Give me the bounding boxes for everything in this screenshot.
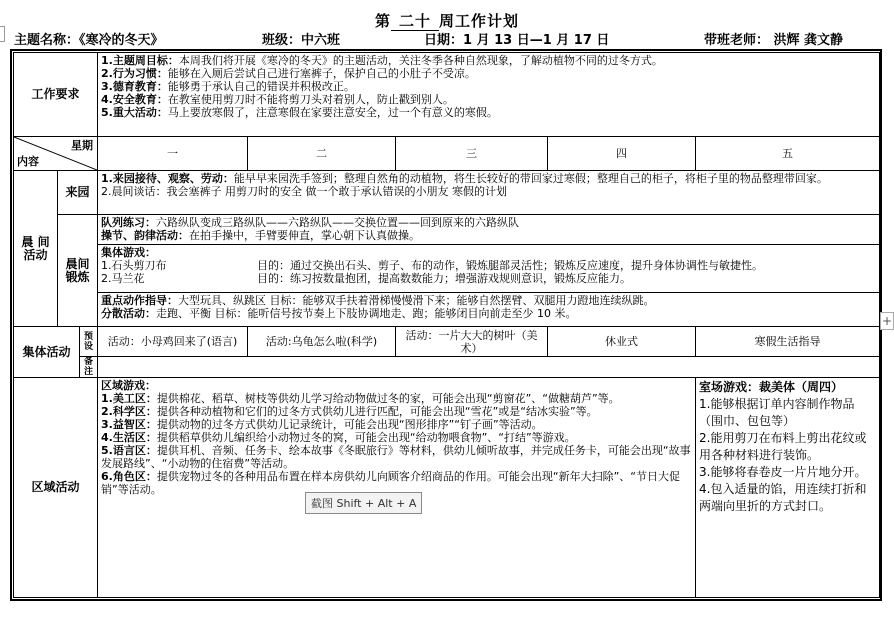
day-header-row bbox=[14, 137, 880, 171]
theme-name: 主题名称：《寒冷的冬天》 bbox=[14, 33, 164, 48]
area-item: 5.语言区：提供耳机、音频、任务卡、绘本故事《冬眠旅行》等材料，供幼儿倾听故事，并完成任务卡，可能会出现“故事发展路线”、“小动物的住宿费”等活动。 bbox=[101, 444, 691, 470]
activity-day-3: 活动：一片大大的树叶（美术） bbox=[396, 327, 548, 357]
room-games-content: 室场游戏：裁美体（周四） 1.能够根据订单内容制作物品（围巾、包包等） 2.能用剪刀在布料上剪出花纹或用各种材料进行装饰。 3.能够将春卷皮一片片地分开。 4.包入适量的馅，用连续打折和两端向里折的方式封口。 bbox=[696, 378, 880, 598]
regional-split-row bbox=[14, 293, 880, 327]
note-row bbox=[14, 357, 880, 378]
room-item: 2.能用剪刀在布料上剪出花纹或用各种材料进行装饰。 bbox=[699, 431, 867, 462]
area-activity-label: 区域活动 bbox=[14, 378, 98, 598]
day-1: 一 bbox=[98, 137, 248, 171]
activity-day-2: 活动:乌龟怎么啦(科学) bbox=[248, 327, 396, 357]
requirement-item: 3.德育教育：能够勇于承认自己的错误并积极改正。 bbox=[101, 80, 355, 93]
work-requirements-content bbox=[98, 53, 880, 137]
requirement-item: 4.安全教育：在教室使用剪刀时不能将剪刀头对着别人，防止戳到别人。 bbox=[101, 93, 454, 106]
header-meta bbox=[14, 29, 884, 47]
teachers: 带班老师： 洪辉 龚文静 bbox=[704, 33, 844, 48]
area-item: 3.益智区：提供动物的过冬方式供幼儿记录统计，可能会出现“图形排序”“钉子画”等活动。 bbox=[101, 418, 543, 431]
group-games-content: 集体游戏： 1.石头剪刀布 目的：通过交换出石头、剪子、布的动作，锻炼腿部灵活性；锻炼反应速度，提升身体协调性与敏捷性。 2.马兰花 目的：练习按数量抱团，提高数数能力；增强游戏规则意识，锻炼反应能力。 bbox=[98, 245, 880, 293]
page-title: 第 二十 周工作计划 bbox=[374, 12, 520, 30]
regional-split-content: 重点动作指导：大型玩具、纵跳区 目标：能够双手扶着滑梯慢慢滑下来；能够自然摆臂、双腿用力蹬地连续纵跳。 分散活动：走跑、平衡 目标：能听信号按节奏上下肢协调地走、跑；能够闭目向前走至少 10 米。 bbox=[98, 293, 880, 327]
morning-arrival-row bbox=[14, 171, 880, 215]
requirement-item: 5.重大活动：马上要放寒假了，注意寒假在家要注意安全，过一个有意义的寒假。 bbox=[101, 106, 498, 119]
game-item: 1.石头剪刀布 目的：通过交换出石头、剪子、布的动作，锻炼腿部灵活性；锻炼反应速度，提升身体协调性与敏捷性。 bbox=[101, 259, 764, 272]
week-content-corner bbox=[14, 137, 98, 171]
activity-day-5: 寒假生活指导 bbox=[696, 327, 880, 357]
area-item: 1.美工区：提供棉花、稻草、树枝等供幼儿学习给动物做过冬的家，可能会出现“剪窗花”、“做糖葫芦”等。 bbox=[101, 392, 620, 405]
requirement-item: 1.主题周目标：本周我们将开展《寒冷的冬天》的主题活动，关注冬季各种自然现象，了解动植物不同的过冬方式。 bbox=[101, 54, 663, 67]
exercise-queue-row bbox=[14, 215, 880, 245]
room-item: 4.包入适量的馅，用连续打折和两端向里折的方式封口。 bbox=[699, 482, 867, 513]
area-games-content: 区域游戏： 1.美工区：提供棉花、稻草、树枝等供幼儿学习给动物做过冬的家，可能会出现“剪窗花”、“做糖葫芦”等。 2.科学区：提供各种动植物和它们的过冬方式供幼儿进行匹配，可能会出现“雪花”或是“结冰实验”等。 3.益智区：提供动物的过冬方式供幼儿记录统计，可能会出现“图形排序”“钉子画”等活动。 4.生活区：提供稻草供幼儿编织给小动物过冬的窝，可能会出现“给动物喂食物”、“打结”等游戏。 5.语言区：提供耳机、音频、任务卡、绘本故事《冬眠旅行》等材料，供幼儿倾听故事，并完成任务卡，可能会出现“故事发展路线”、“小动物的住宿费”等活动。 6.角色区：提供宠物过冬的各种用品布置在样本房供幼儿向顾客介绍商品的作用。可能会出现“新年大扫除”、“节日大促销”等活动。 bbox=[98, 378, 696, 598]
weekly-plan-table bbox=[13, 52, 880, 598]
day-2: 二 bbox=[248, 137, 396, 171]
preset-label: 预设 bbox=[80, 327, 98, 357]
arrival-content: 1.来园接待、观察、劳动：能早早来园洗手签到；整理自然角的动植物，将生长较好的带回家过寒假；整理自己的柜子，将柜子里的物品整理带回家。 2.晨间谈话：我会塞裤子 用剪刀时的安全 做一个敢于承认错误的小朋友 寒假的计划 bbox=[98, 171, 880, 215]
game-item: 2.马兰花 目的：练习按数量抱团，提高数数能力；增强游戏规则意识，锻炼反应能力。 bbox=[101, 272, 632, 285]
area-item: 2.科学区：提供各种动植物和它们的过冬方式供幼儿进行匹配，可能会出现“雪花”或是“结冰实验”等。 bbox=[101, 405, 598, 418]
area-item: 6.角色区：提供宠物过冬的各种用品布置在样本房供幼儿向顾客介绍商品的作用。可能会出现“新年大扫除”、“节日大促销”等活动。 bbox=[101, 470, 680, 496]
activity-day-1: 活动：小母鸡回来了(语言) bbox=[98, 327, 248, 357]
requirement-item: 2.行为习惯：能够在入厕后尝试自己进行塞裤子，保护自己的小肚子不受凉。 bbox=[101, 67, 476, 80]
week-label: 星期 bbox=[71, 139, 94, 152]
day-5: 五 bbox=[696, 137, 880, 171]
group-activity-label: 集体活动 bbox=[14, 327, 80, 378]
class-name: 班级：中六班 bbox=[262, 33, 341, 48]
date-range: 日期：1 月 13 日—1 月 17 日 bbox=[424, 33, 610, 48]
morning-activity-label: 晨 间 活动 bbox=[14, 171, 58, 327]
note-label: 备注 bbox=[80, 357, 98, 378]
area-item: 4.生活区：提供稻草供幼儿编织给小动物过冬的窝，可能会出现“给动物喂食物”、“打结”等游戏。 bbox=[101, 431, 576, 444]
work-requirements-row bbox=[14, 53, 880, 137]
group-games-row bbox=[14, 245, 880, 293]
week-number: 二十 bbox=[391, 12, 439, 31]
queue-gym-content: 队列练习：六路纵队变成三路纵队——六路纵队——交换位置——回到原来的六路纵队 操节、韵律活动：在拍手操中，手臂要伸直，掌心朝下认真做操。 bbox=[98, 215, 880, 245]
activity-day-4: 休业式 bbox=[548, 327, 696, 357]
content-label: 内容 bbox=[17, 155, 39, 168]
screenshot-tooltip: 截图 Shift + Alt + A bbox=[305, 492, 422, 514]
area-activity-row bbox=[14, 378, 880, 598]
room-item: 3.能够将春卷皮一片片地分开。 bbox=[699, 465, 867, 479]
work-requirements-label: 工作要求 bbox=[14, 53, 98, 137]
group-activity-row bbox=[14, 327, 880, 357]
day-4: 四 bbox=[548, 137, 696, 171]
day-3: 三 bbox=[396, 137, 548, 171]
room-item: 1.能够根据订单内容制作物品（围巾、包包等） bbox=[699, 397, 855, 428]
note-content bbox=[98, 357, 880, 378]
arrival-label: 来园 bbox=[58, 171, 98, 215]
exercise-label: 晨间锻炼 bbox=[58, 215, 98, 327]
add-icon[interactable]: + bbox=[881, 314, 893, 328]
